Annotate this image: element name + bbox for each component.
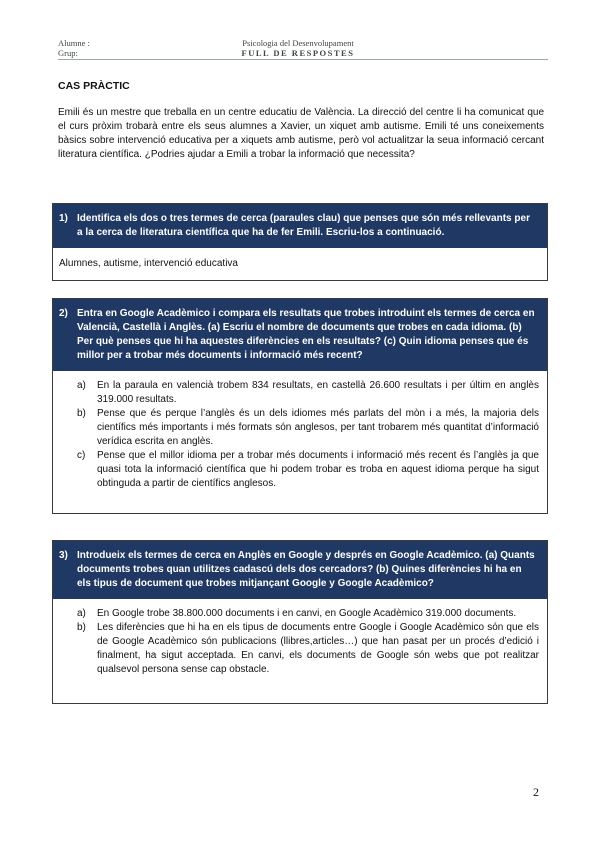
question-number: 3) <box>59 550 68 561</box>
question-number: 2) <box>59 308 68 319</box>
question-number: 1) <box>59 213 68 224</box>
answer-text: En la paraula en valencià trobem 834 resultats, en castellà 26.600 resultats i per últim en anglès 319.000 resultats. <box>97 380 539 405</box>
question-text: Introdueix els termes de cerca en Anglès en Google y després en Google Acadèmico. (a) Quants documents trobes quan utilitzes cadascú dels dos cercadors? (b) Quines diferències hi ha en els tipus de document que trobes mitjançant Google y Google Acadèmico? <box>77 550 535 589</box>
sheet-title: FULL DE RESPOSTES <box>241 48 355 58</box>
answer-text: Pense que el millor idioma per a trobar més documents i informació més recent és l’anglès ja que quasi tota la informació científica que hi podem trobar es troba en aquest idioma perque ha sigut obtinguda a partir de científics anglesos. <box>97 450 539 489</box>
page-header <box>58 38 548 60</box>
answer-item <box>77 607 539 621</box>
answer-letter: b) <box>77 622 86 633</box>
header-left <box>58 38 90 58</box>
case-intro: Emili és un mestre que treballa en un centre educatiu de València. La direcció del centre li ha comunicat que el curs pròxim trobarà entre els seus alumnes a Xavier, un xiquet amb autisme. Emili té uns coneixements bàsics sobre intervenció educativa per a xiquets amb autisme, però vol actualitzar la seua informació cercant literatura científica. ¿Podries ajudar a Emili a trobar la informació que necessita? <box>58 107 544 160</box>
answer-letter: a) <box>77 380 86 391</box>
answer-item <box>77 407 539 449</box>
header-divider <box>58 59 548 60</box>
question-1-box <box>52 203 548 281</box>
question-text: Entra en Google Acadèmico i compara els resultats que trobes introduint els termes de cerca en Valencià, Castellà i Anglès. (a) Escriu el nombre de documents que trobes en cada idioma. (b) Per què penses que hi ha aquestes diferències en els resultats? (c) Quin idioma penses que és millor per a trobar més documents i informació més recent? <box>77 308 535 361</box>
answer-text: Les diferències que hi ha en els tipus de documents entre Google i Google Acadèmico són que els de Google Acadèmico són publicacions (llibres,articles…) que han pasat per un procés d’edició i finalment, ha sigut acceptada. En canvi, els documents de Google són webs que pot realitzar qualsevol persona sense cap obstacle. <box>97 622 539 675</box>
course-name: Psicologia del Desenvolupament <box>242 38 354 48</box>
answer-item <box>77 621 539 677</box>
answer-item <box>77 449 539 491</box>
question-3-answers <box>53 599 547 703</box>
question-1-answer: Alumnes, autisme, intervenció educativa <box>59 258 238 269</box>
header-center <box>208 38 388 58</box>
answer-letter: a) <box>77 608 86 619</box>
answer-text: En Google trobe 38.800.000 documents i en canvi, en Google Acadèmico 319.000 documents. <box>97 608 517 619</box>
question-3-box <box>52 540 548 704</box>
grup-label: Grup: <box>58 48 78 58</box>
question-1-header <box>53 204 547 248</box>
question-2-box <box>52 298 548 514</box>
question-text: Identifica els dos o tres termes de cerca (paraules clau) que penses que són més rellevants per a la cerca de literatura científica que ha de fer Emili. Escriu-los a continuació. <box>77 213 530 238</box>
answer-letter: b) <box>77 408 86 419</box>
answer-text: Pense que és perque l’anglès és un dels idiomes més parlats del mòn i a més, la majoria dels científics més importants i més formats són anglesos, per tant trobarem més quantitat d’informació verídica escrita en anglès. <box>97 408 539 447</box>
page-number: 2 <box>533 785 539 799</box>
question-2-answers <box>53 371 547 513</box>
question-3-header <box>53 541 547 599</box>
question-2-header <box>53 299 547 371</box>
page-title: CAS PRÀCTIC <box>58 80 130 92</box>
answer-item <box>77 379 539 407</box>
alumne-label: Alumne : <box>58 38 90 48</box>
answer-letter: c) <box>77 450 86 461</box>
